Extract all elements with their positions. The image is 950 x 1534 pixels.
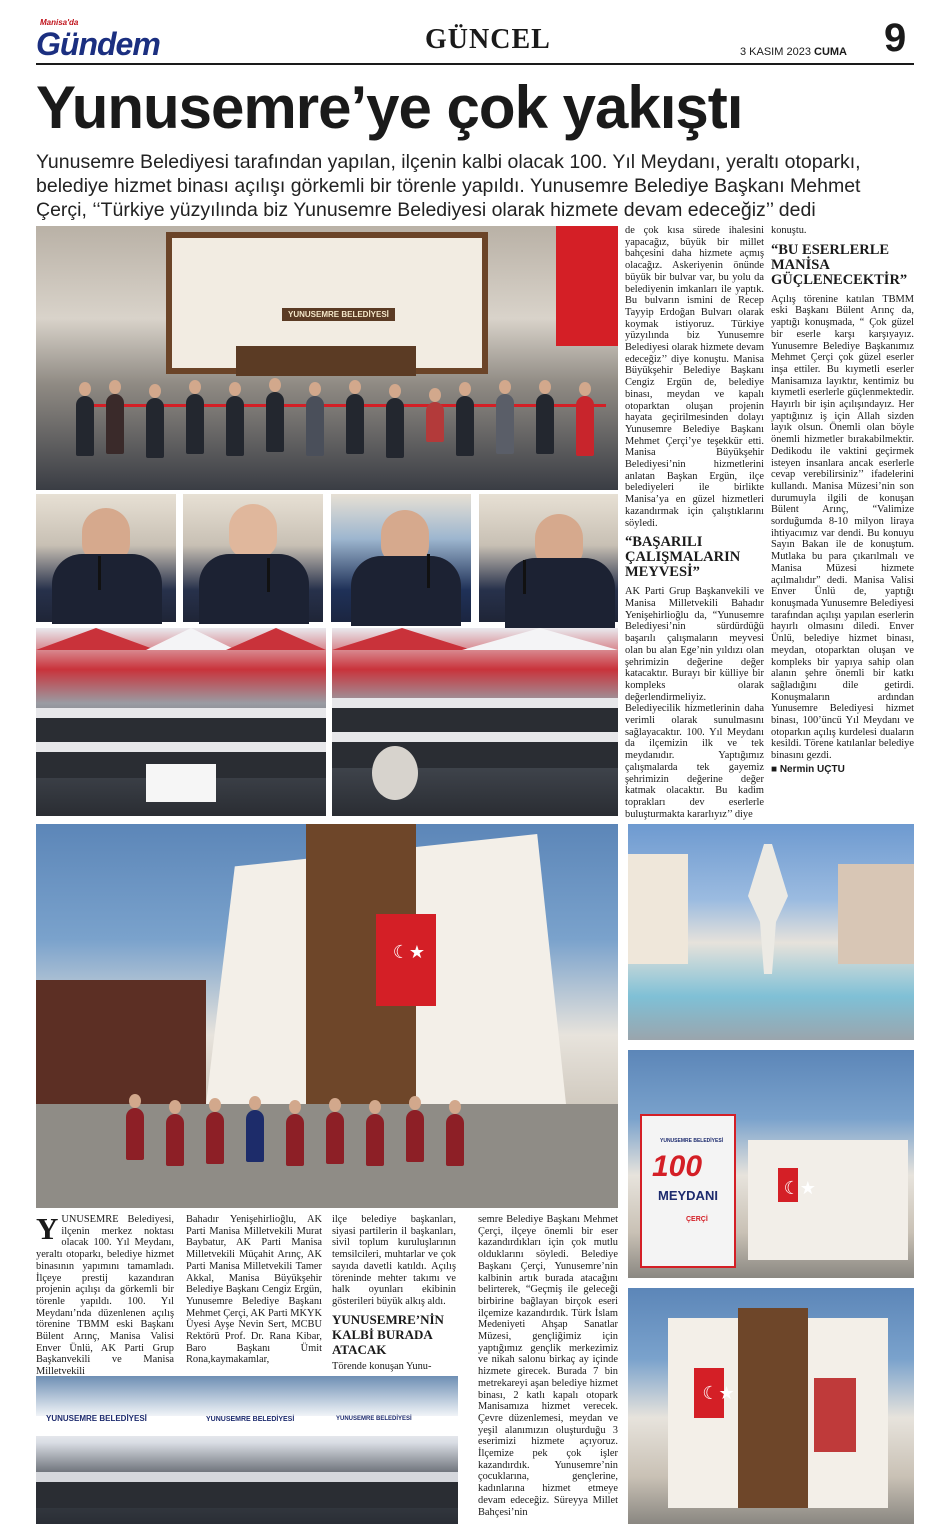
building-facade-photo <box>628 1288 914 1524</box>
col2-paragraph: Bahadır Yenişehirlioğlu, AK Parti Manisa Milletvekili Murat Baybatur, AK Parti Manisa Milletvekili Müçahit Arınç, AK Parti Manisa Milletvekili Tamer Akkal, Manisa Büyükşehir Belediye Başkanı Cengiz Ergün, Yunusemre Belediye Başkanı Mehmet Çerçi, AK Parti MKYK Üyesi Ayşe Nevin Sert, MCBU Rektörü Prof. Dr. Rana Kibar, Baro Başkanı Ümit Rona,kaymakamlar, <box>186 1214 322 1366</box>
ribbon-cutting-photo <box>36 226 618 490</box>
page-number: 9 <box>884 16 907 60</box>
column-3 <box>625 225 764 820</box>
header-rule <box>36 63 914 65</box>
newspaper-logo <box>36 18 160 62</box>
column-bottom-4 <box>478 1214 618 1524</box>
tents-crowd-photo <box>36 1376 458 1524</box>
headline: Yunusemre’ye çok yakıştı <box>36 74 743 141</box>
speaker-photo-2 <box>183 494 323 622</box>
column-bottom-3 <box>332 1214 456 1372</box>
col4-lead: konuştu. <box>771 225 807 236</box>
audience-photo-1 <box>36 628 326 816</box>
day-text: CUMA <box>814 46 847 58</box>
billboard-number: 100 <box>652 1150 703 1183</box>
column-bottom-1 <box>36 1211 174 1378</box>
col4-paragraph: Açılış törenine katılan TBMM eski Başkanı Bülent Arınç da, yaptığı konuşmada, “ Çok güzel bir eserle karşı karşıyayız. Yunusemre Belediye Başkanımız Mehmet Çerçi çok güzel eserler inşa ettiler. Bu kıymetli eserler Manisamıza layıktır, kentimiz bu kıymetli eserlerle güçlenmektedir. Hayırlı bir işin açılışındayız. Her yaptığınız iş için Allah sizden layık olsun. Önemli olan böyle önemli hizmetler bırakabilmektir. Dedikodu ile vaktini geçirmek isteyen insanlara ancak eserlerle cevap verebilirsiniz’’ ifadelerini kullandı. Manisa Müzesi’nin son durumuyla ilgili de konuşan Bülent Arınç, “Valimize sorduğumda 8-10 milyon liraya ihtiyacımız var dendi. Bu konuyu Sayın Bakan ile de konuştum. Mutlaka bu para çıkarılmalı ve Manisa Müzesi hizmete açılmalıdır” dedi. Manisa Valisi Enver Ünlü de, yaptığı konuşmada Yunusemre Belediyesi tarafından açılışı yapılan eserlerin hayırlı olmasını diledi. Enver Ünlü, belediye hizmet binası, meydan, otoparktan oluşan ve kompleks bir yapıya sahip olan alanın şehre önemli bir katkı sağladığını dile getirdi. Konuşmaların ardından Yunusemre Belediyesi hizmet binası, 100’üncü Yıl Meydanı ve otoparkın açılış kurdelesi duaların kesildi. Törene katılanlar belediye binasını gezdi. <box>771 293 914 762</box>
section-title: GÜNCEL <box>425 24 551 55</box>
meydan-billboard <box>640 1114 736 1268</box>
tent-banner-2: YUNUSEMRE BELEDİYESİ <box>206 1416 295 1423</box>
col3b-paragraph: ilçe belediye başkanları, siyasi partilerin il başkanları, sivil toplum kuruluşlarının temsilcileri, muhtarlar ve çok sayıda davetli katıldı. Açılış töreninde mehter takımı ve halk oyunları ekibinin gösterileri büyük alkış aldı. <box>332 1214 456 1307</box>
byline: ■ Nermin UÇTU <box>771 763 845 775</box>
col1-paragraph: UNUSEMRE Belediyesi, ilçenin merkez noktası olacak 100. Yıl Meydanı, yeraltı otoparkı, belediye hizmet binasının yapımını tamamladı. İlçeye prestij kazandıran projenin açılışı da görkemli bir törenle yapıldı. 100. Yıl Meydanı’nda düzenlenen açılış törenine TBMM eski Başkanı Bülent Arınç, Manisa Valisi Enver Ünlü, AK Parti Grup Başkanvekili ve Manisa Milletvekili <box>36 1214 174 1378</box>
tent-banner-1: YUNUSEMRE BELEDİYESİ <box>46 1414 147 1423</box>
deck-text: Yunusemre Belediyesi tarafından yapılan, ilçenin kalbi olacak 100. Yıl Meydanı, yeraltı otoparkı, belediye hizmet binası açılışı görkemli bir törenle yapıldı. Yunusemre Belediye Başkanı Mehmet Çerçi, ‘‘Türkiye yüzyılında biz Yunusemre Belediyesi olarak hizmete devam edeceğiz’’ dedi <box>36 151 861 221</box>
col3-paragraph-2: AK Parti Grup Başkanvekili ve Manisa Milletvekili Bahadır Yenişehirlioğlu da, “Yunusemre Belediyesi’nin sürdürdüğü başarılı çalışmaların meyvesi olan bu alan Ege’nin yıldızı olan şehrimizin değerine değer katacaktır. Burayı bir külliye bir kompleks olarak değerlendirmeliyiz. Belediyecilik hizmetlerinin daha verimli olarak sunulmasını sağlayacaktır. 100. Yıl Meydanı da ilçemizin ilk ve tek meydanıdır. Yaptığımız çalışmalarda tek gayemiz şehrimizin değerine değer katmak olacaktır. Bu kadim toprakları dev eserlerle buluşturmakta kararlıyız’’ diye <box>625 586 764 820</box>
col3b-subhead: YUNUSEMRE’NİN KALBİ BURADA ATACAK <box>332 1311 444 1357</box>
tent-banner-3: YUNUSEMRE BELEDİYESİ <box>336 1416 412 1422</box>
speaker-photo-1 <box>36 494 176 622</box>
logo-tag: Manisa'da <box>40 18 79 27</box>
issue-date <box>740 46 847 58</box>
col3b-paragraph-2: Törende konuşan Yunu- <box>332 1360 432 1372</box>
municipal-building-photo <box>36 824 618 1208</box>
logo-word: Gündem <box>36 26 160 62</box>
drop-cap: Y <box>36 1211 59 1246</box>
billboard-word: MEYDANI <box>658 1188 718 1203</box>
date-text: 3 KASIM 2023 <box>740 46 811 58</box>
speaker-photo-3 <box>331 494 471 622</box>
column-4 <box>771 225 914 821</box>
building-sign: YUNUSEMRE BELEDİYESİ <box>282 308 395 321</box>
col3-subhead: “BAŞARILI ÇALIŞMALARIN MEYVESİ” <box>625 534 741 581</box>
billboard-top: YUNUSEMRE BELEDİYESİ <box>660 1138 724 1144</box>
speaker-photo-4 <box>479 494 618 622</box>
column-bottom-2 <box>186 1214 322 1372</box>
audience-photo-2 <box>332 628 618 816</box>
billboard-footer: ÇERÇİ <box>686 1216 708 1223</box>
col4b-paragraph: semre Belediye Başkanı Mehmet Çerçi, ilçeye önemli bir eser kazandırdıkları için çok mutlu olduklarını söyledi. Belediye Başkanı Çerçi, Yunusemre’nin kalbinin artık burada atacağını belirterek, “Geçmiş ile geleceği birbirine bağlayan birçok eseri ilçemize kazandırdık. Türk İslam Medeniyeti Ahşap Sanatlar Müzesi, gençliğimiz için yaptığımız gençlik merkezimiz ve nikah salonu birkaç ay içinde hizmete girecek. Burada 7 bin metrekareyi aşan belediye hizmet binası, 2 katlı kapalı otopark Manisamıza hizmet verecek. Çevre düzenlemesi, meydan ve yeşil alanımızın oluşturduğu 3 eserimizi hizmete açıyoruz. İlçemize pek çok işler kazandırdık. Yunusemre’nin çocuklarına, gençlerine, kadınlarına hizmet etmeye devam edeceğiz. Süreyya Millet Bahçesi’nin <box>478 1214 618 1518</box>
fountain-photo <box>628 824 914 1040</box>
col4-subhead: “BU ESERLERLE MANİSA GÜÇLENECEKTİR” <box>771 241 908 288</box>
col3-paragraph: de çok kısa sürede ihalesini yapacağız, büyük bir millet bahçesini daha hizmete açmış olacağız. Askeriyenin önünde büyük bir bulvar var, bu yolu da belediyenin imkanları ile yaptık. Bu bulvarın ismini de Recep Tayyip Erdoğan Bulvarı olarak koymak istiyoruz. Türkiye yüzyılında biz Yunusemre Belediyesi olarak hizmete devam edeceğiz’’ diye konuştu. Manisa Büyükşehir Belediye Başkanı Cengiz Ergün de, belediye binası, meydan ve kapalı otoparktan oluşan projenin hayata geçirilmesinden dolayı Yunusemre Belediye Başkanı Mehmet Çerçi’ye teşekkür etti. Manisa Büyükşehir Belediyesi’nin hizmetlerini anlatan Başkan Ergün, ilçe belediyeleri ile birlikte Manisa’ya en güzel hizmetleri kazandırmak için çalıştıklarını söyledi. <box>625 225 764 529</box>
billboard-photo <box>628 1050 914 1278</box>
